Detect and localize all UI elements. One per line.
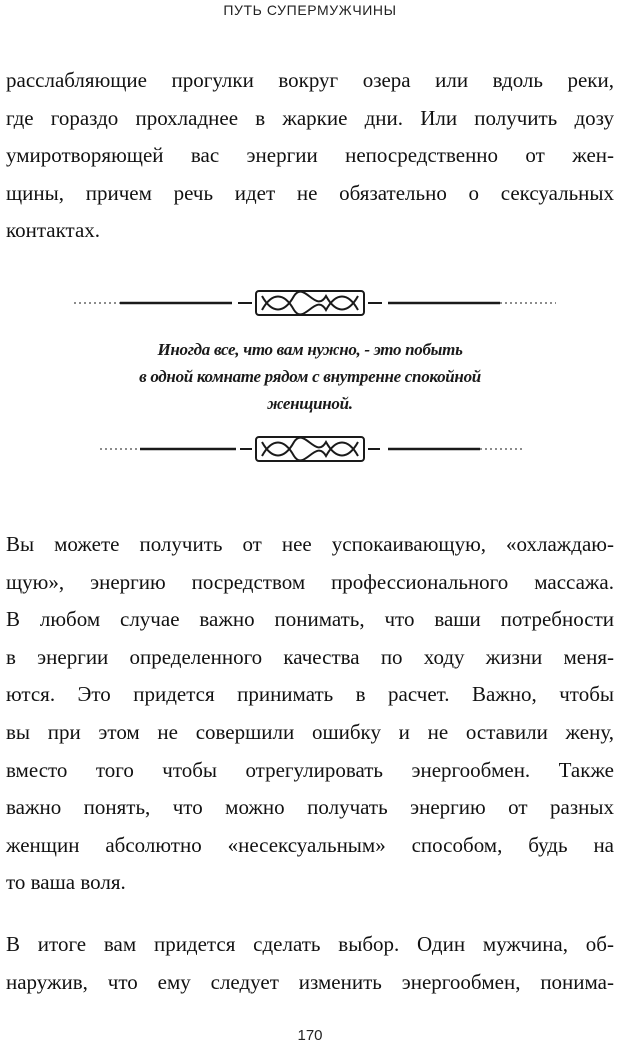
- text-line: Вы можете получить от нее успокаивающую, «охлаждаю-: [6, 532, 614, 556]
- pull-quote: [60, 336, 560, 417]
- text-line: женщин абсолютно «несексуальным» способом, будь на: [6, 832, 614, 857]
- text-line: где гораздо прохладнее в жаркие дни. Или получить дозу: [6, 105, 614, 130]
- celtic-knot-divider-icon: [0, 432, 620, 466]
- pull-quote-line: в одной комнате рядом с внутренне спокойной: [139, 367, 481, 386]
- celtic-knot-divider-icon: [0, 286, 620, 320]
- text-line: В итоге вам придется сделать выбор. Один мужчина, об-: [6, 932, 614, 956]
- running-header: ПУТЬ СУПЕРМУЖЧИНЫ: [223, 2, 397, 18]
- text-line: щины, причем речь идет не обязательно о сексуальных: [6, 180, 614, 205]
- text-line: умиротворяющей вас энергии непосредственно от жен-: [6, 143, 614, 168]
- text-line: важно понять, что можно получать энергию от разных: [6, 795, 614, 820]
- page-number: 170: [297, 1027, 323, 1044]
- text-line: ются. Это придется принимать в расчет. Важно, чтобы: [6, 682, 614, 707]
- text-line: В любом случае важно понимать, что ваши потребности: [6, 607, 614, 632]
- text-line: вы при этом не совершили ошибку и не оставили жену,: [6, 719, 614, 744]
- text-line: наружив, что ему следует изменить энергообмен, понима-: [6, 969, 614, 994]
- body-paragraph-2: [6, 526, 614, 902]
- body-paragraph-1: [6, 62, 614, 250]
- text-line: в энергии определенного качества по ходу жизни меня-: [6, 644, 614, 669]
- text-line: расслабляющие прогулки вокруг озера или вдоль реки,: [6, 68, 614, 92]
- pull-quote-line: женщиной.: [267, 394, 353, 413]
- text-line: вместо того чтобы отрегулировать энергообмен. Также: [6, 757, 614, 782]
- pull-quote-line: Иногда все, что вам нужно, - это побыть: [157, 340, 463, 359]
- text-line: контактах.: [6, 218, 101, 243]
- text-line: то ваша воля.: [6, 870, 126, 895]
- text-line: щую», энергию посредством профессионального массажа.: [6, 569, 614, 594]
- body-paragraph-3: [6, 926, 614, 1001]
